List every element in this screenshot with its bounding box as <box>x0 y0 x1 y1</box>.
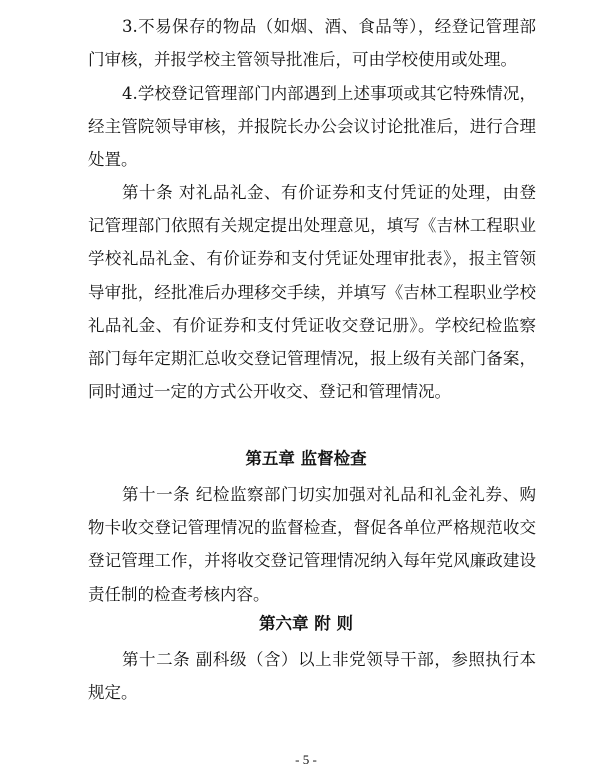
page-number: - 5 - <box>295 752 317 767</box>
chapter-6-heading: 第六章 附 则 <box>259 614 353 633</box>
paragraph-article-11: 第十一条 纪检监察部门切实加强对礼品和礼金礼券、购物卡收交登记管理情况的监督检查，督促各单位严格规范收交登记管理工作，并将收交登记管理情况纳入每年党风廉政建设责任制的检查考核内容。 <box>88 485 536 604</box>
paragraph-article-10: 第十条 对礼品礼金、有价证券和支付凭证的处理，由登记管理部门依照有关规定提出处理意见，填写《吉林工程职业学校礼品礼金、有价证券和支付凭证处理审批表》，报主管领导审批，经批准后办理移交手续，并填写《吉林工程职业学校礼品礼金、有价证券和支付凭证收交登记册》。学校纪检监察部门每年定期汇总收交登记管理情况，报上级有关部门备案，同时通过一定的方式公开收交、登记和管理情况。 <box>88 183 536 402</box>
paragraph-item-4: 4.学校登记管理部门内部遇到上述事项或其它特殊情况，经主管院领导审核，并报院长办公会议讨论批准后，进行合理处置。 <box>88 84 536 170</box>
paragraph-article-12: 第十二条 副科级（含）以上非党领导干部，参照执行本规定。 <box>88 650 536 703</box>
chapter-5-heading: 第五章 监督检查 <box>245 449 367 468</box>
paragraph-item-3: 3.不易保存的物品（如烟、酒、食品等），经登记管理部门审核，并报学校主管领导批准后，可由学校使用或处理。 <box>88 17 536 70</box>
